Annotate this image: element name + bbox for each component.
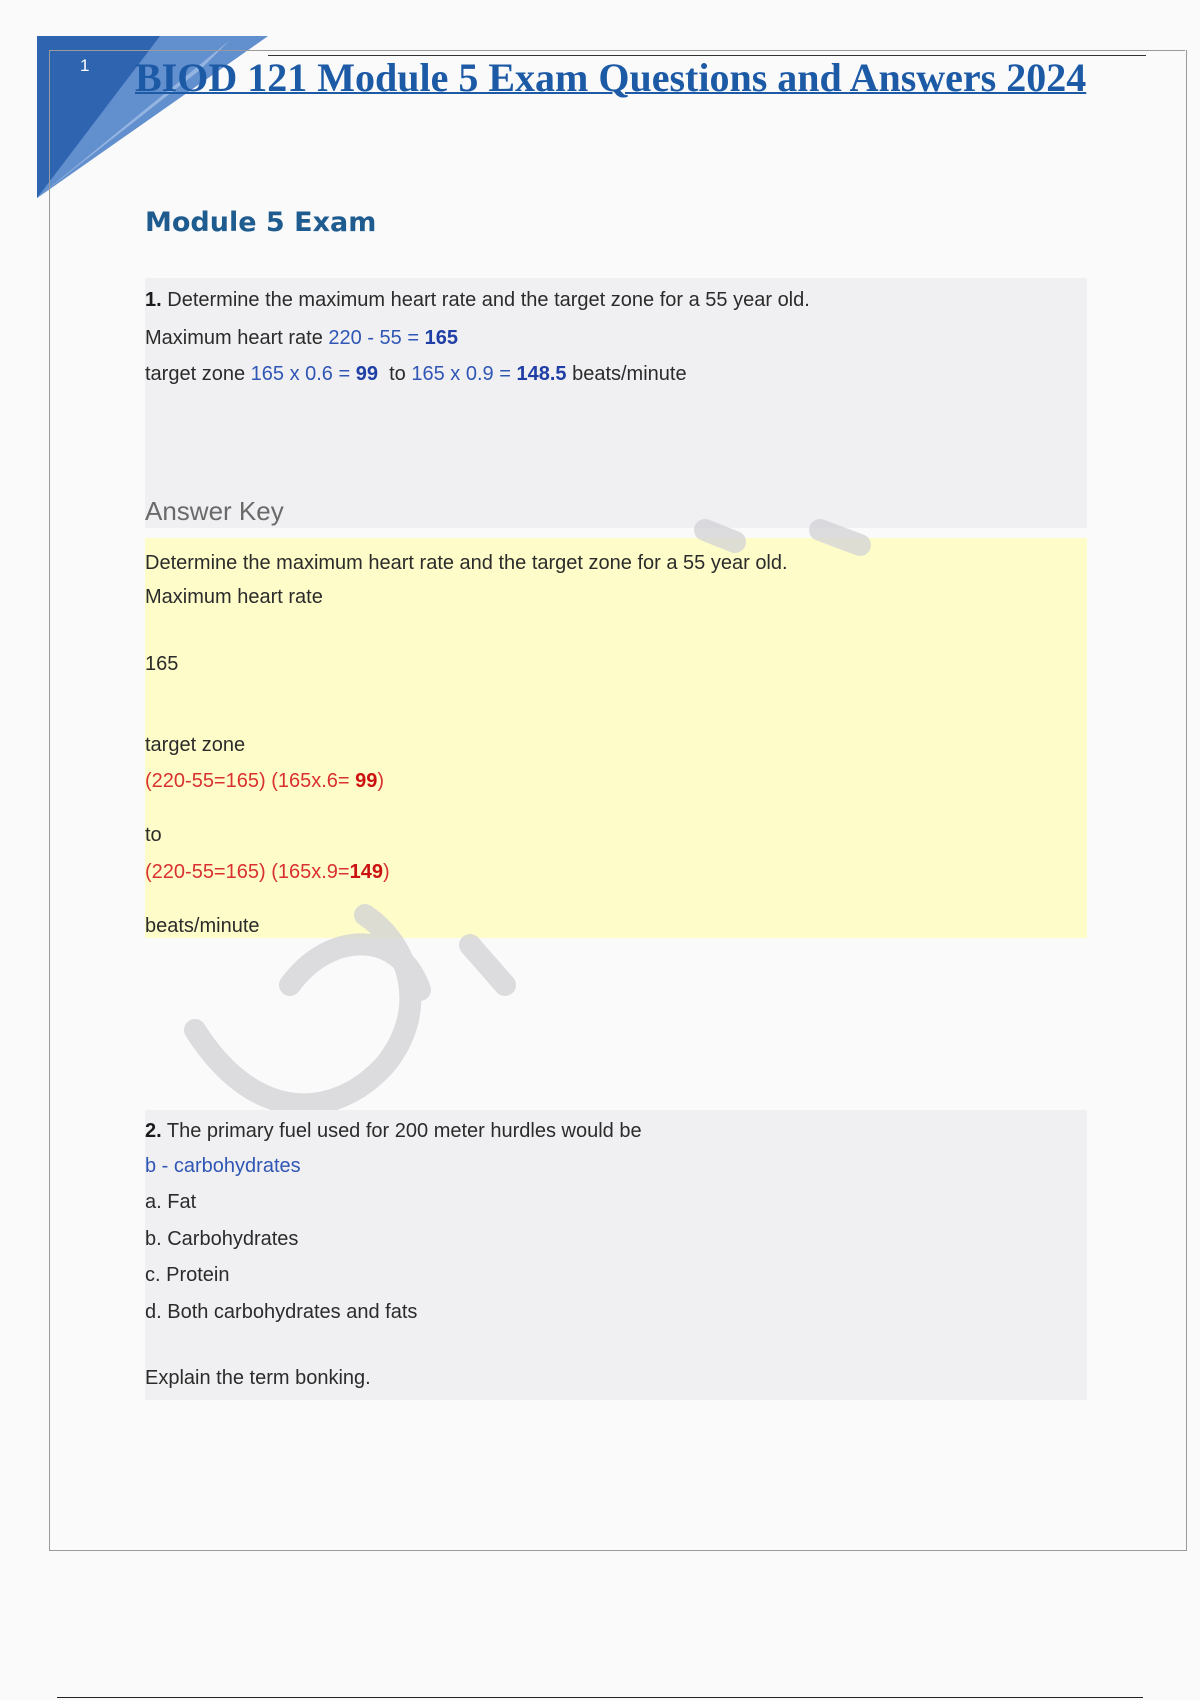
target-unit: beats/minute [572, 363, 687, 385]
calc-1-text: (220-55=165) (165x.6= [145, 770, 356, 792]
question-2-option-d: d. Both carbohydrates and fats [145, 1301, 418, 1323]
question-2-answer: b - carbohydrates [145, 1155, 301, 1177]
document-title: BIOD 121 Module 5 Exam Questions and Answers 2024 [135, 55, 1087, 100]
question-2-option-b: b. Carbohydrates [145, 1228, 299, 1250]
target-zone-label: target zone [145, 363, 246, 385]
calc-2-close: ) [382, 861, 390, 883]
question-2-prompt [145, 1119, 642, 1143]
answer-key-prompt: Determine the maximum heart rate and the target zone for a 55 year old. [145, 552, 788, 574]
target-high-calc: 165 x 0.9 = [411, 363, 511, 385]
calc-2-value: 149 [349, 861, 383, 883]
footer-rule [57, 1697, 1143, 1698]
to-label: to [389, 363, 406, 385]
answer-key-unit: beats/minute [145, 915, 260, 937]
question-2-text: The primary fuel used for 200 meter hurdles would be [166, 1120, 642, 1142]
question-3-prompt: Explain the term bonking. [145, 1367, 371, 1389]
max-hr-calc: 220 - 55 = [328, 327, 420, 349]
answer-key-max-hr-label: Maximum heart rate [145, 586, 323, 608]
answer-key-to-label: to [145, 824, 162, 846]
section-title: Module 5 Exam [145, 207, 377, 238]
question-2-option-c: c. Protein [145, 1264, 230, 1286]
question-1-text: Determine the maximum heart rate and the target zone for a 55 year old. [167, 289, 810, 311]
answer-key-heading: Answer Key [145, 496, 284, 526]
calc-1-value: 99 [355, 770, 378, 792]
question-2-number: 2. [145, 1120, 162, 1142]
question-2-option-a: a. Fat [145, 1191, 197, 1213]
max-hr-value: 165 [424, 327, 458, 349]
max-hr-label: Maximum heart rate [145, 327, 323, 349]
target-low-calc: 165 x 0.6 = [250, 363, 351, 385]
answer-key-target-zone-label: target zone [145, 734, 246, 756]
target-low-value: 99 [355, 363, 378, 385]
target-high-value: 148.5 [516, 363, 567, 385]
answer-key-max-hr-value: 165 [145, 653, 179, 675]
question-1-number: 1. [145, 289, 162, 311]
calc-1-close: ) [377, 770, 385, 792]
calc-2-text: (220-55=165) (165x.9= [145, 861, 350, 883]
page-number: 1 [80, 56, 90, 75]
